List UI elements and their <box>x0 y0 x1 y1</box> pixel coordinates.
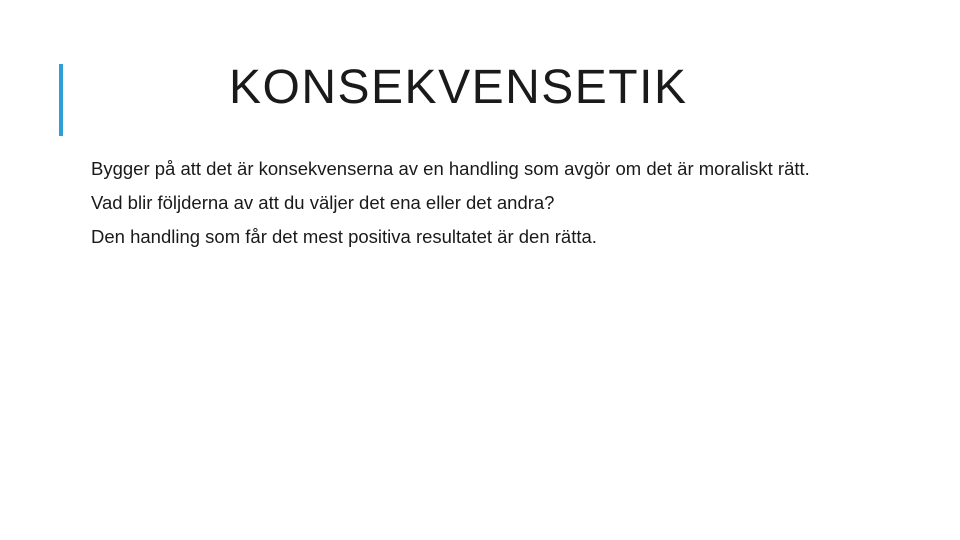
body-paragraph-1: Bygger på att det är konsekvenserna av en handling som avgör om det är moraliskt rätt. <box>91 158 810 179</box>
title-accent-bar <box>59 64 63 136</box>
slide-body <box>91 158 831 260</box>
slide-title: KONSEKVENSETIK <box>229 61 688 114</box>
body-paragraph-3: Den handling som får det mest positiva resultatet är den rätta. <box>91 226 597 247</box>
body-paragraph-2: Vad blir följderna av att du väljer det ena eller det andra? <box>91 192 555 213</box>
